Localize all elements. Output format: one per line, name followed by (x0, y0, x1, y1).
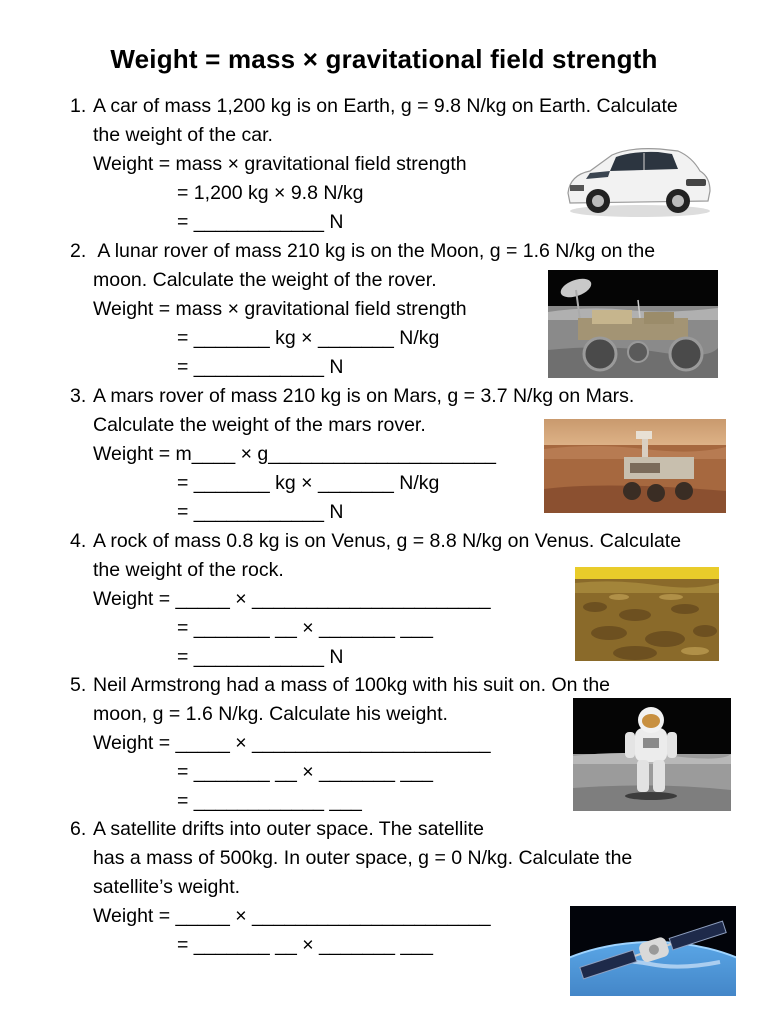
question-5-answer-blank: = ____________ ___ (177, 790, 362, 812)
question-1-substitution: = 1,200 kg × 9.8 N/kg (177, 182, 364, 204)
question-1-text-line-2: the weight of the car. (93, 124, 273, 146)
question-5-text-line-2: moon, g = 1.6 N/kg. Calculate his weight. (93, 703, 448, 725)
question-2-number: 2. (70, 240, 87, 262)
question-2-text-line-1: A lunar rover of mass 210 kg is on the Moon, g = 1.6 N/kg on the (93, 240, 656, 262)
astronaut-photo (573, 698, 731, 811)
question-1-number: 1. (70, 95, 87, 117)
question-4-answer-blank: = ____________ N (177, 646, 344, 668)
worksheet-title: Weight = mass × gravitational field strength (110, 44, 658, 74)
car-photo (560, 135, 715, 220)
question-4-text-line-2: the weight of the rock. (93, 559, 284, 581)
question-6-text-line-1: A satellite drifts into outer space. The satellite (93, 818, 484, 840)
question-4-formula-blank: Weight = _____ × ______________________ (93, 588, 491, 610)
question-4-number: 4. (70, 530, 87, 552)
question-5-substitution-blank: = _______ __ × _______ ___ (177, 761, 433, 783)
question-5-number: 5. (70, 674, 87, 696)
question-6-substitution-blank: = _______ __ × _______ ___ (177, 934, 433, 956)
question-6-formula-blank: Weight = _____ × ______________________ (93, 905, 491, 927)
question-3-text-line-2: Calculate the weight of the mars rover. (93, 414, 426, 436)
question-3-text-line-1: A mars rover of mass 210 kg is on Mars, g = 3.7 N/kg on Mars. (93, 385, 635, 407)
question-1-formula: Weight = mass × gravitational field strength (93, 153, 467, 175)
question-1-text-line-1: A car of mass 1,200 kg is on Earth, g = 9.8 N/kg on Earth. Calculate (93, 95, 678, 117)
question-3-formula-blank: Weight = m____ × g_____________________ (93, 443, 496, 465)
question-3-answer-blank: = ____________ N (177, 501, 344, 523)
question-2-answer-blank: = ____________ N (177, 356, 344, 378)
question-2-text-line-2: moon. Calculate the weight of the rover. (93, 269, 437, 291)
venus-surface-photo (575, 567, 719, 661)
question-6-text-line-2: has a mass of 500kg. In outer space, g = 0 N/kg. Calculate the (93, 847, 633, 869)
question-6-number: 6. (70, 818, 87, 840)
question-6-text-line-3: satellite’s weight. (93, 876, 241, 898)
lunar-rover-photo (548, 270, 718, 378)
satellite-photo (570, 906, 736, 996)
question-4-text-line-1: A rock of mass 0.8 kg is on Venus, g = 8.8 N/kg on Venus. Calculate (93, 530, 682, 552)
mars-rover-photo (544, 419, 726, 513)
question-5-formula-blank: Weight = _____ × ______________________ (93, 732, 491, 754)
question-4-substitution-blank: = _______ __ × _______ ___ (177, 617, 433, 639)
question-2-substitution-blank: = _______ kg × _______ N/kg (177, 327, 440, 349)
question-1-answer-blank: = ____________ N (177, 211, 344, 233)
question-2-formula: Weight = mass × gravitational field strength (93, 298, 467, 320)
question-5-text-line-1: Neil Armstrong had a mass of 100kg with his suit on. On the (93, 674, 611, 696)
question-3-number: 3. (70, 385, 87, 407)
question-3-substitution-blank: = _______ kg × _______ N/kg (177, 472, 440, 494)
